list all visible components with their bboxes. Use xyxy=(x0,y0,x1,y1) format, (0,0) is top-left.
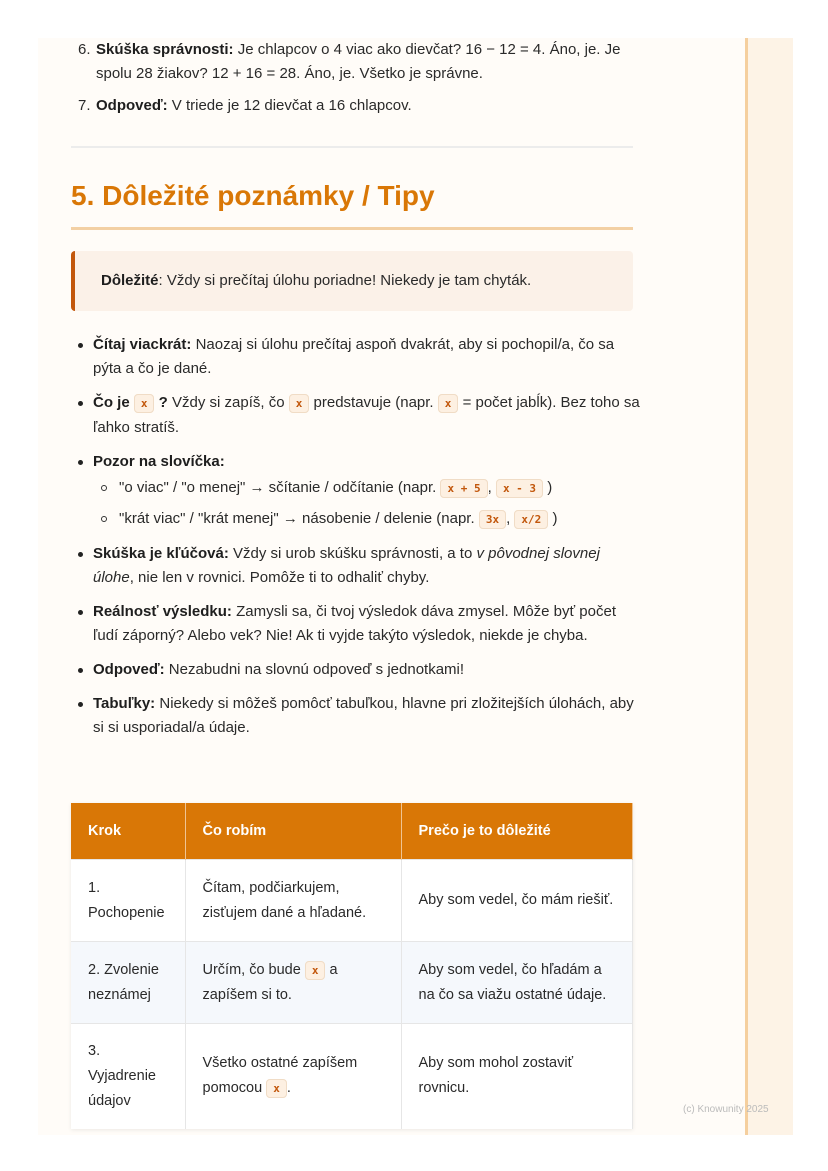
code-x: x xyxy=(134,394,155,413)
code-x: x xyxy=(266,1079,287,1098)
code-snippet: 3x xyxy=(479,510,506,529)
tip-item: Tabuľky: Niekedy si môžeš pomôcť tabuľkou, hlavne pri zložitejších úlohách, aby si si usporiadal/a údaje. xyxy=(71,692,641,740)
code-x: x xyxy=(305,961,326,980)
important-callout: Dôležité: Vždy si prečítaj úlohu poriadne! Niekedy je tam chyták. xyxy=(71,251,633,311)
step-item: 7. Odpoveď: V triede je 12 dievčat a 16 chlapcov. xyxy=(78,97,412,114)
table-row: 1. Pochopenie Čítam, podčiarkujem, zisťujem dané a hľadané. Aby som vedel, čo mám riešiť. xyxy=(71,860,633,942)
code-snippet: x/2 xyxy=(514,510,548,529)
steps-table xyxy=(71,803,633,1129)
tip-item: Čo je x ? Vždy si zapíš, čo x predstavuje (napr. x = počet jabĺk). Bez toho sa ľahko stratíš. xyxy=(71,391,641,440)
step-label: Odpoveď: xyxy=(96,97,168,114)
tip-item: Reálnosť výsledku: Zamysli sa, či tvoj výsledok dáva zmysel. Môže byť počet ľudí záporný? Alebo vek? Nie! Ak ti vyjde takýto výsledok, niekde je chyba. xyxy=(71,600,641,648)
tip-item: Pozor na slovíčka: "o viac" / "o menej" → sčítanie / odčítanie (napr. x + 5 , x - 3 ) "krát viac" / "krát menej" → násobenie / delenie (napr. 3x , x/2 ) xyxy=(71,450,641,532)
sub-item: "krát viac" / "krát menej" → násobenie / delenie (napr. 3x , x/2 ) xyxy=(93,507,641,532)
tips-list xyxy=(71,333,641,750)
section-title: 5. Dôležité poznámky / Tipy xyxy=(71,180,435,211)
code-x: x xyxy=(438,394,459,413)
tip-item: Skúška je kľúčová: Vždy si urob skúšku správnosti, a to v pôvodnej slovnej úlohe, nie len v rovnici. Pomôže ti to odhaliť chyby. xyxy=(71,542,641,590)
side-panel xyxy=(745,38,793,1135)
table-row: 3. Vyjadrenie údajov Všetko ostatné zapíšem pomocou x . Aby som mohol zostaviť rovnicu. xyxy=(71,1024,633,1129)
step-label: Skúška správnosti: xyxy=(96,41,234,58)
step-text: V triede je 12 dievčat a 16 chlapcov. xyxy=(171,97,412,114)
table-header: Krok Čo robím Prečo je to dôležité xyxy=(71,803,633,860)
step-item: 6. Skúška správnosti: Je chlapcov o 4 viac ako dievčat? 16 − 12 = 4. Áno, je. Je spolu 28 žiakov? 12 + 16 = 28. Áno, je. Všetko je správne. xyxy=(78,41,621,82)
code-snippet: x - 3 xyxy=(496,479,543,498)
steps-list xyxy=(71,38,633,126)
footer-copyright: (c) Knowunity 2025 xyxy=(683,1104,769,1115)
title-underline xyxy=(71,227,633,230)
tip-item: Odpoveď: Nezabudni na slovnú odpoveď s jednotkami! xyxy=(71,658,641,682)
sub-item: "o viac" / "o menej" → sčítanie / odčítanie (napr. x + 5 , x - 3 ) xyxy=(93,476,641,501)
divider xyxy=(71,146,633,148)
table-row: 2. Zvolenie neznámej Určím, čo bude x a zapíšem si to. Aby som vedel, čo hľadám a na čo sa viažu ostatné údaje. xyxy=(71,942,633,1024)
code-snippet: x + 5 xyxy=(440,479,487,498)
tip-item: Čítaj viackrát: Naozaj si úlohu prečítaj aspoň dvakrát, aby si pochopil/a, čo sa pýta a čo je dané. xyxy=(71,333,641,381)
code-x: x xyxy=(289,394,310,413)
step-text: Je chlapcov o 4 viac ako dievčat? 16 − 12 = 4. Áno, je. Je spolu 28 žiakov? 12 + 16 = 28. Áno, je. Všetko je správne. xyxy=(96,41,621,82)
